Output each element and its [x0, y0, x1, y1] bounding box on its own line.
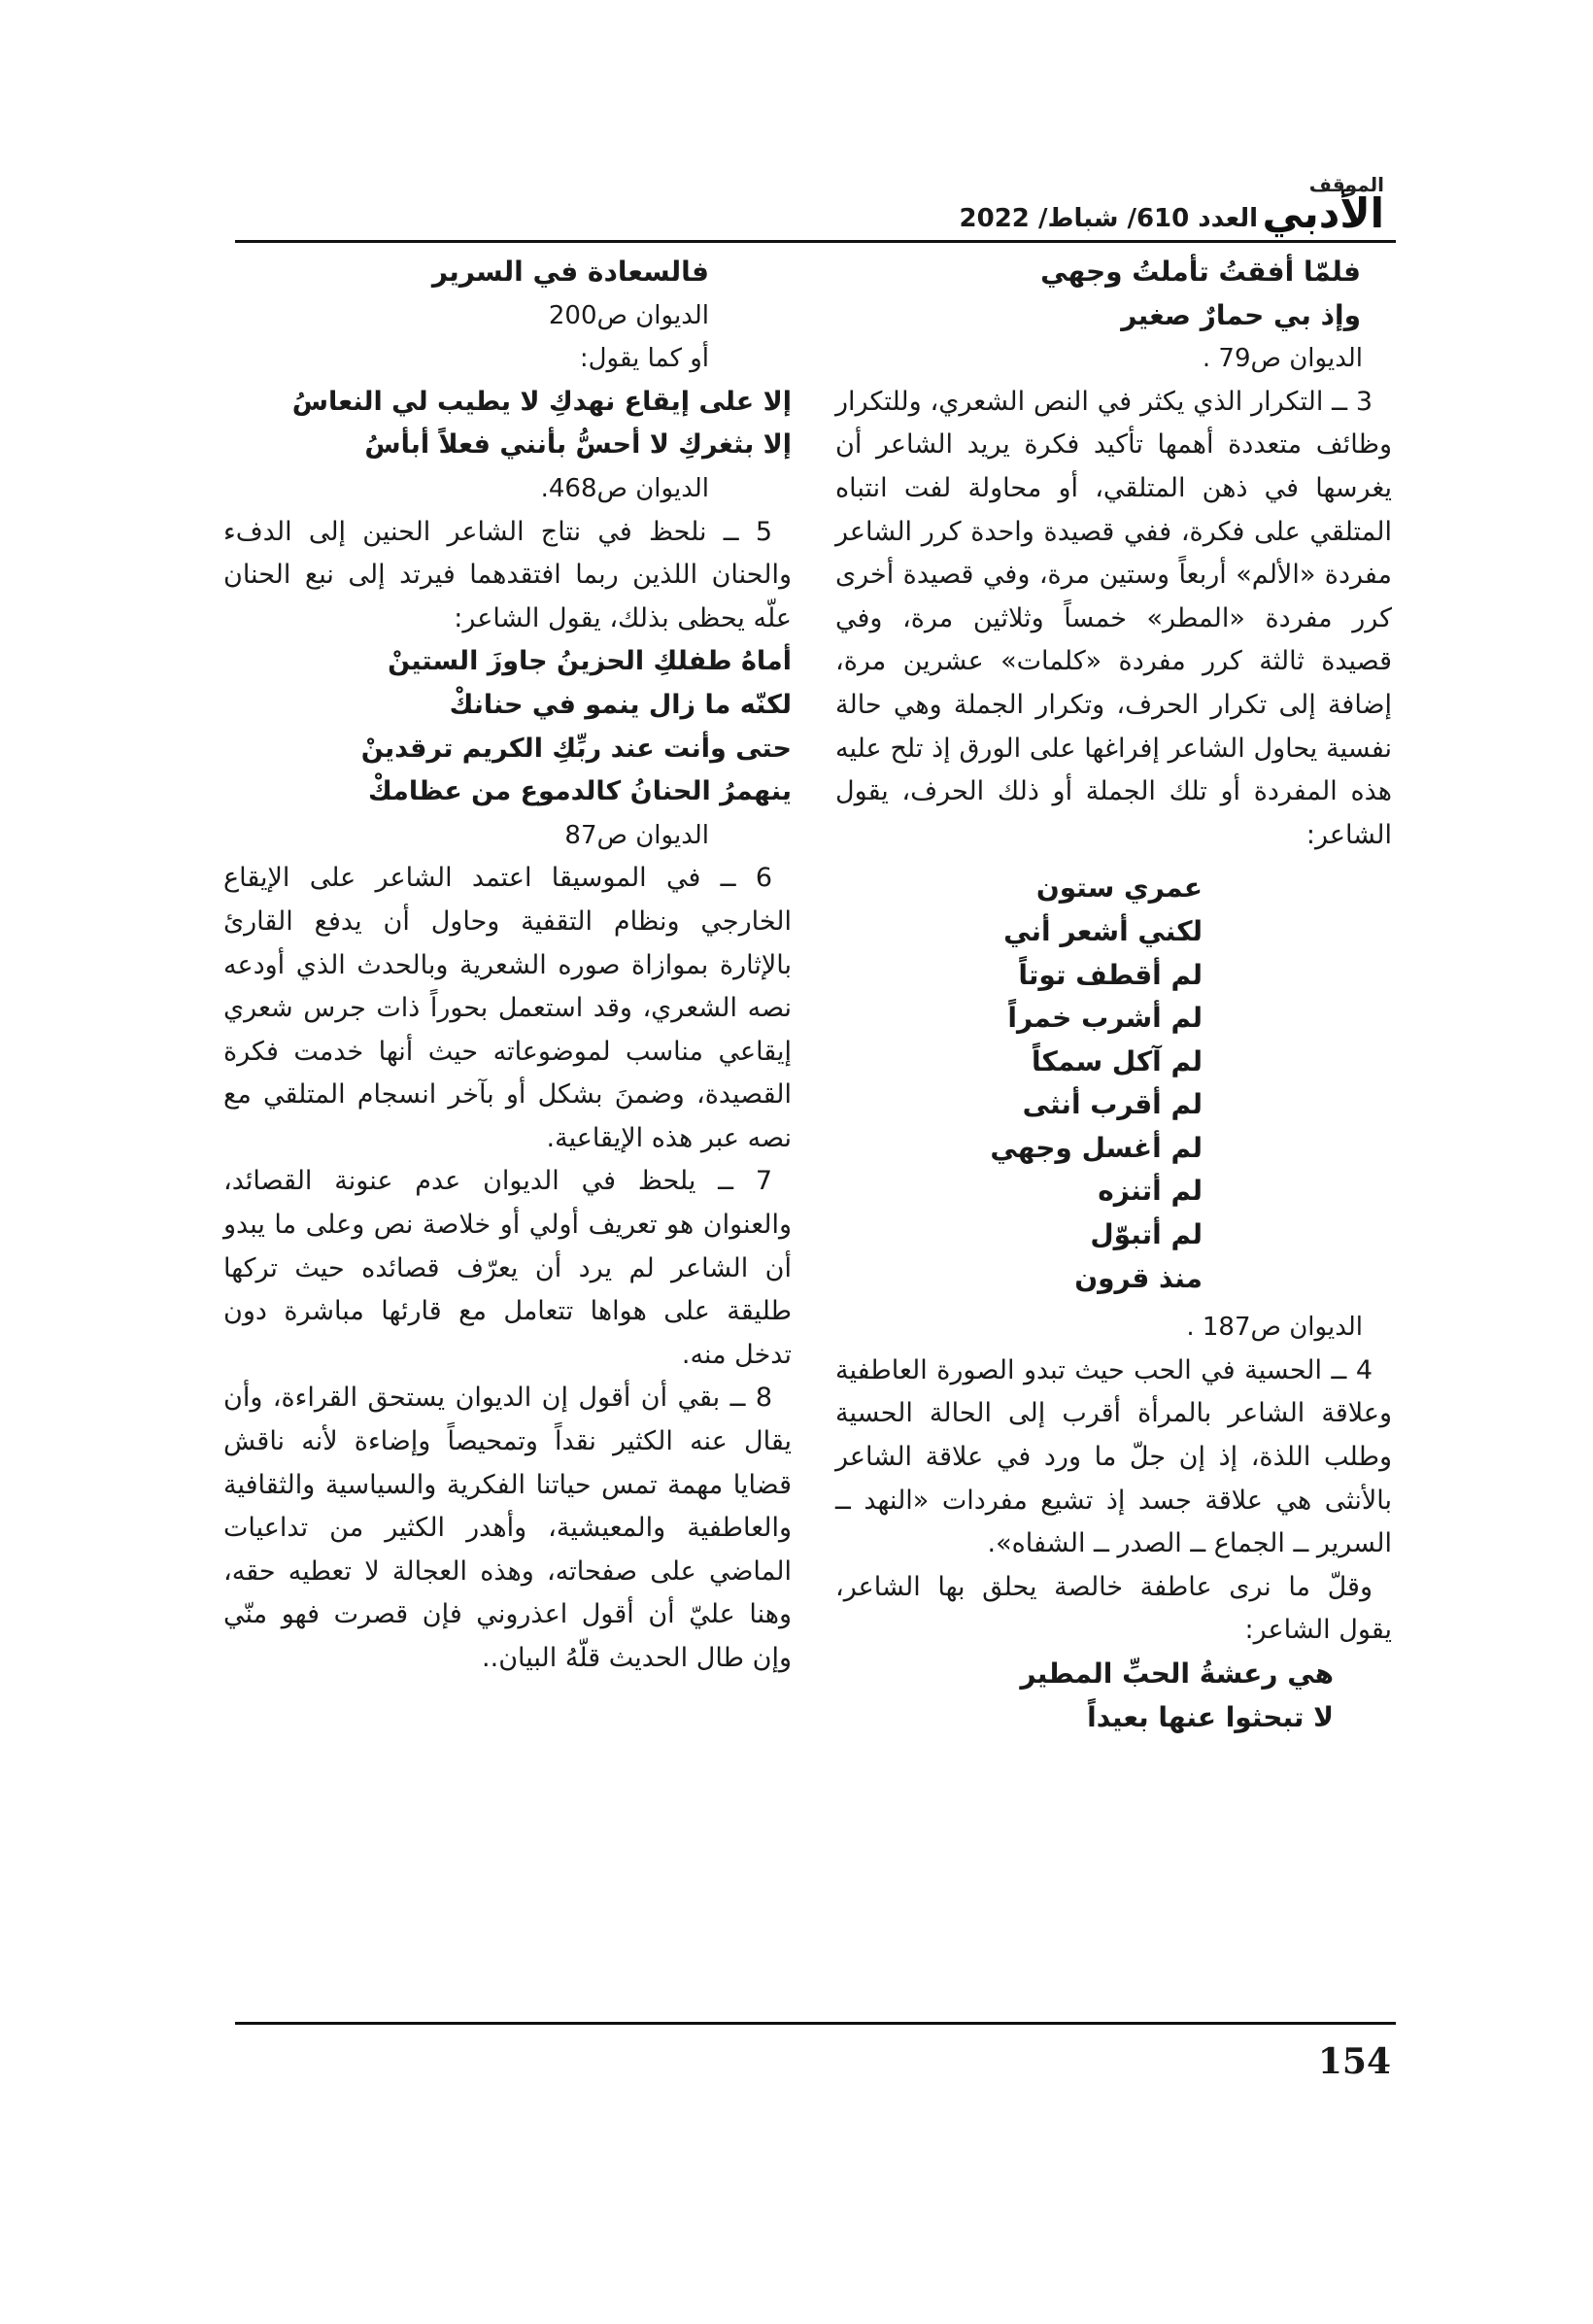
verse-line: فلمّا أفقتُ تأملتُ وجهي: [1040, 256, 1361, 288]
verse-line: لم أتنزه: [1098, 1175, 1203, 1208]
intro-line: أو كما يقول:: [579, 344, 709, 374]
reference: الديوان ص79 .: [1202, 344, 1363, 374]
page-number: 154: [1317, 2041, 1391, 2082]
verse-line: منذ قرون: [1074, 1261, 1203, 1294]
footer-rule: [235, 2022, 1396, 2025]
verse-line: لا تبحثوا عنها بعيداً: [1087, 1700, 1334, 1733]
verse-line: لم أقرب أنثى: [1022, 1088, 1203, 1121]
verse-line: لم أغسل وجهي: [990, 1131, 1203, 1164]
left-column: [223, 251, 792, 1681]
verse-line: فالسعادة في السرير: [431, 256, 709, 288]
paragraph-7: 7 ــ يلحظ في الديوان عدم عنونة القصائد، والعنوان هو تعريف أولي أو خلاصة نص وعلى ما يبدو أن الشاعر لم يرد أن يعرّف قصائده حيث تركها طليقة على هواها تتعامل مع قارئها مباشرة دون تدخل منه.: [223, 1166, 792, 1370]
paragraph-8: 8 ــ بقي أن أقول إن الديوان يستحق القراءة، وأن يقال عنه الكثير نقداً وتمحيصاً وإضاءة لأنه ناقش قضايا مهمة تمس حياتنا الفكرية والسياسية والثقافية والعاطفية والمعيشية، وأهدر الكثير من تداعيات الماضي على صفحاته، وهذه العجالة لا تعطيه حقه، وهنا عليّ أن أقول اعذروني فإن قصرت فهو منّي وإن طال الحديث قلّهُ البيان..: [223, 1383, 792, 1673]
verse-line: ينهمرُ الحنانُ كالدموع من عظامكْ: [368, 776, 792, 807]
reference: الديوان ص87: [564, 820, 709, 850]
right-column: [835, 251, 1392, 1739]
logo-subtitle: الموقف: [1308, 173, 1384, 196]
magazine-logo: [1262, 173, 1384, 241]
paragraph-4b: وقلّ ما نرى عاطفة خالصة يحلق بها الشاعر، يقول الشاعر:: [835, 1571, 1392, 1646]
paragraph-4: 4 ــ الحسية في الحب حيث تبدو الصورة العاطفية وعلاقة الشاعر بالمرأة أقرب إلى الحالة الحسية وطلب اللذة، إذ إن جلّ ما ورد في علاقة الشاعر بالأنثى هي علاقة جسد إذ تشيع مفردات «النهد ــ السرير ــ الجماع ــ الصدر ــ الشفاه».: [835, 1354, 1392, 1559]
header-rule: [235, 240, 1396, 243]
reference: الديوان ص187 .: [1186, 1313, 1363, 1343]
verse-line: لم أتبوّل: [1090, 1218, 1203, 1251]
paragraph-6: 6 ــ في الموسيقا اعتمد الشاعر على الإيقاع الخارجي ونظام التقفية وحاول أن يدفع القارئ بالإثارة بموازاة صوره الشعرية وبالحدث الذي أودعه نصه الشعري، وقد استعمل بحوراً ذات جرس شعري إيقاعي مناسب لموضوعاته حيث أنها خدمت فكرة القصيدة، وضمنَ بشكل أو بآخر انسجام المتلقي مع نصه عبر هذه الإيقاعية.: [223, 863, 792, 1153]
verse-line: إلا بثغركِ لا أحسُّ بأنني فعلاً أبأسُ: [364, 429, 792, 461]
verse-line: لكنّه ما زال ينمو في حنانكْ: [449, 689, 792, 720]
verse-line: حتى وأنت عند ربِّكِ الكريم ترقدينْ: [360, 733, 792, 764]
verse-line: أماهُ طفلكِ الحزينُ جاوزَ الستينْ: [388, 646, 792, 677]
verse-line: وإذ بي حمارٌ صغير: [1121, 298, 1361, 331]
verse-line: إلا على إيقاع نهدكِ لا يطيب لي النعاسُ: [291, 386, 792, 417]
issue-info: العدد 610/ شباط/ 2022: [959, 204, 1258, 233]
verse-line: لم أقطف توتاً: [1018, 958, 1203, 991]
reference: الديوان ص200: [548, 300, 709, 330]
verse-line: لكني أشعر أني: [1003, 914, 1203, 947]
logo-title: الأدبي: [1262, 189, 1384, 237]
reference: الديوان ص468.: [540, 473, 709, 503]
verse-line: هي رعشةُ الحبِّ المطير: [1020, 1658, 1334, 1690]
verse-line: لم آكل سمكاً: [1032, 1044, 1203, 1077]
verse-line: عمري ستون: [1035, 872, 1203, 905]
paragraph-3: 3 ــ التكرار الذي يكثر في النص الشعري، وللتكرار وظائف متعددة أهمها تأكيد فكرة يريد الشاعر أن يغرسها في ذهن المتلقي، أو محاولة لفت انتباه المتلقي على فكرة، ففي قصيدة واحدة كرر الشاعر مفردة «الألم» أربعاً وستين مرة، وفي قصيدة أخرى كرر مفردة «المطر» خمساً وثلاثين مرة، وفي قصيدة ثالثة كرر مفردة «كلمات» عشرين مرة، إضافة إلى تكرار الحرف، وتكرار الجملة وهي حالة نفسية يحاول الشاعر إفراغها على الورق إذ تلح عليه هذه المفردة أو تلك الجملة أو ذلك الحرف، يقول الشاعر:: [835, 386, 1392, 850]
verse-line: لم أشرب خمراً: [1007, 1002, 1203, 1035]
paragraph-5: 5 ــ نلحظ في نتاج الشاعر الحنين إلى الدفء والحنان اللذين ربما افتقدهما فيرتد إلى نبع الحنان علّه يحظى بذلك، يقول الشاعر:: [223, 516, 792, 633]
